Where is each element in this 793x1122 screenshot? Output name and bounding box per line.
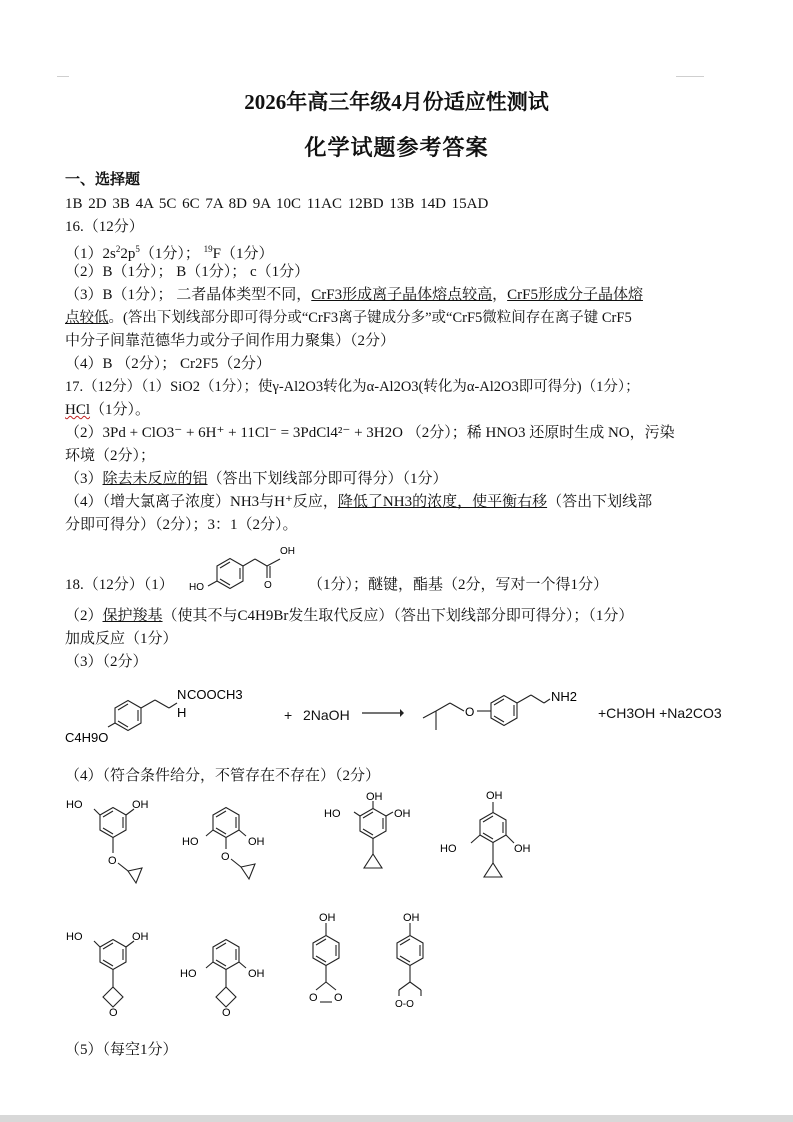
q16-sup1: 2: [115, 244, 121, 254]
iso4-oh-top: OH: [486, 790, 503, 802]
iso2-ho: HO: [182, 836, 199, 848]
q18-part5: （5）（每空1分）: [65, 1042, 178, 1058]
q17-part3-a: （3）: [65, 471, 103, 487]
iso7-o-right: O: [334, 992, 343, 1004]
q18-part2-a: （2）: [65, 608, 103, 624]
iso4-ho: HO: [440, 843, 457, 855]
answer-key-title: 化学试题参考答案: [304, 135, 489, 160]
q16-part1-c: （1分）；: [139, 246, 200, 262]
iso4-oh: OH: [514, 843, 531, 855]
isomer-5-structure: [62, 925, 172, 1035]
q17-part4-u: 降低了NH3的浓度，使平衡右移: [337, 494, 548, 510]
q18-rxn-products: +CH3OH +Na2CO3: [598, 705, 722, 721]
iso5-oh: OH: [132, 931, 149, 943]
iso6-oh: OH: [248, 968, 265, 980]
iso2-o: O: [221, 851, 230, 863]
iso3-ho: HO: [324, 808, 341, 820]
iso3-oh-top: OH: [366, 791, 383, 803]
iso7-oh: OH: [319, 912, 336, 924]
iso1-ho: HO: [66, 799, 83, 811]
q18-part3: （3）（2分）: [65, 654, 148, 670]
q17-part4-a: （4）（增大氯离子浓度）NH3与H⁺反应，: [65, 494, 338, 510]
choice-answers: 1B 2D 3B 4A 5C 6C 7A 8D 9A 10C 11AC 12BD 13B 14D 15AD: [65, 196, 489, 212]
q18-reactant-c4h9o: C4H9O: [65, 730, 109, 745]
iso1-oh: OH: [132, 799, 149, 811]
isomer-8-structure: [374, 910, 454, 1035]
q17-part1: 17.（12分）（1）SiO2（1分）；使γ-Al2O3转化为α-Al2O3(转化为α-Al2O3即可得分)（1分）；: [65, 379, 640, 395]
iso1-o: O: [108, 855, 117, 867]
iso5-o: O: [109, 1007, 118, 1019]
q18-product-structure: [415, 675, 595, 745]
isomer-2-structure: [180, 793, 290, 898]
isomer-4-structure: [438, 785, 548, 900]
q16-part3-b: ，: [492, 287, 508, 303]
q16-head: 16.（12分）: [65, 219, 144, 235]
q16-part3-cont: [65, 308, 632, 328]
q18-acid-ho: HO: [189, 582, 204, 593]
iso2-oh: OH: [248, 836, 265, 848]
q18-product-o: O: [465, 705, 475, 719]
q18-reactant-n: N: [177, 687, 187, 702]
isomer-1-structure: [62, 793, 172, 898]
section-choice-title: 一、选择题: [65, 172, 141, 188]
q17-part3-u: 除去未反应的铝: [102, 471, 208, 487]
q16-sup2: 5: [135, 244, 140, 254]
q18-acid-structure: [185, 540, 305, 600]
q18-part1-tail: （1分）；醚键，酯基（2分，写对一个得1分）: [308, 577, 609, 593]
q17-part4-b: （答出下划线部: [547, 494, 653, 510]
exam-title: 2026年高三年级4月份适应性测试: [244, 90, 549, 114]
q17-part3-b: （答出下划线部分即可得分）（1分）: [207, 471, 448, 487]
q18-reactant-cooch3: COOCH3: [187, 687, 243, 702]
q18-head: 18.（12分）（1）: [65, 577, 174, 593]
q18-reactant-structure: [65, 675, 280, 760]
q16-part4: （4）B （2分）； Cr2F5（2分）: [65, 356, 271, 372]
q16-part3-u1: CrF3形成离子晶体熔点较高: [311, 287, 493, 303]
q17-part3: [65, 469, 448, 489]
q16-part3-cont2: 中分子间靠范德华力或分子间作用力聚集）（2分）: [65, 333, 396, 349]
q16-part3-u3: 点较低: [65, 310, 109, 326]
q18-rxn-reagent: 2NaOH: [303, 707, 350, 723]
q16-part3-a: （3）B（1分）； 二者晶体类型不同，: [65, 287, 312, 303]
q16-part3: [65, 285, 643, 305]
q18-reactant-h: H: [177, 705, 187, 720]
q18-acid-o: O: [264, 580, 272, 591]
q17-hcl: HCl: [65, 402, 91, 418]
q16-part1-b: 2p: [120, 246, 136, 262]
q18-product-nh2: NH2: [551, 689, 578, 704]
iso8-oh: OH: [403, 912, 420, 924]
q16-part1-d: F（1分）: [212, 246, 274, 262]
q18-part2-cont: 加成反应（1分）: [65, 631, 178, 647]
q18-reaction-arrow: [360, 707, 405, 719]
header-rule-left: [57, 76, 69, 77]
q16-part1: [65, 239, 273, 264]
iso8-oo: O-O: [395, 999, 414, 1010]
q17-part2: （2）3Pd + ClO3⁻ + 6H⁺ + 11Cl⁻ = 3PdCl4²⁻ + 3H2O （2分）；稀 HNO3 还原时生成 NO，污染: [65, 425, 675, 441]
q16-part3-c: 。(答出下划线部分即可得分或“CrF3离子键成分多”或“CrF5微粒间存在离子键 CrF5: [108, 310, 632, 326]
isomer-7-structure: [290, 910, 370, 1035]
q17-part1-tail: （1分）。: [90, 402, 151, 418]
iso3-oh: OH: [394, 808, 411, 820]
q18-acid-oh: OH: [280, 546, 295, 557]
q16-part3-u2: CrF5形成分子晶体熔: [507, 287, 643, 303]
header-rule-right: [676, 76, 704, 77]
iso7-o-left: O: [309, 992, 318, 1004]
q17-part1-cont: [65, 400, 150, 420]
q16-part1-a: （1）2s: [65, 246, 116, 262]
q18-part4: （4）（符合条件给分，不管存在不存在）（2分）: [65, 768, 381, 784]
q17-part4: [65, 492, 652, 512]
page-bottom-edge: [0, 1115, 793, 1122]
q18-rxn-plus: +: [284, 707, 293, 723]
iso6-o: O: [222, 1007, 231, 1019]
q18-part2-b: （使其不与C4H9Br发生取代反应）（答出下划线部分即可得分）；（1分）: [162, 608, 634, 624]
q16-sup3: 19: [203, 244, 213, 254]
q18-part2-u: 保护羧基: [102, 608, 163, 624]
iso5-ho: HO: [66, 931, 83, 943]
q17-part4-cont: 分即可得分）（2分）；3：1（2分）。: [65, 517, 298, 533]
q16-part2: （2）B（1分）； B（1分）； c（1分）: [65, 264, 310, 280]
iso6-ho: HO: [180, 968, 197, 980]
q17-part2-cont: 环境（2分）；: [65, 448, 156, 464]
q18-part2: [65, 606, 633, 626]
isomer-6-structure: [178, 925, 288, 1035]
isomer-3-structure: [320, 788, 430, 898]
